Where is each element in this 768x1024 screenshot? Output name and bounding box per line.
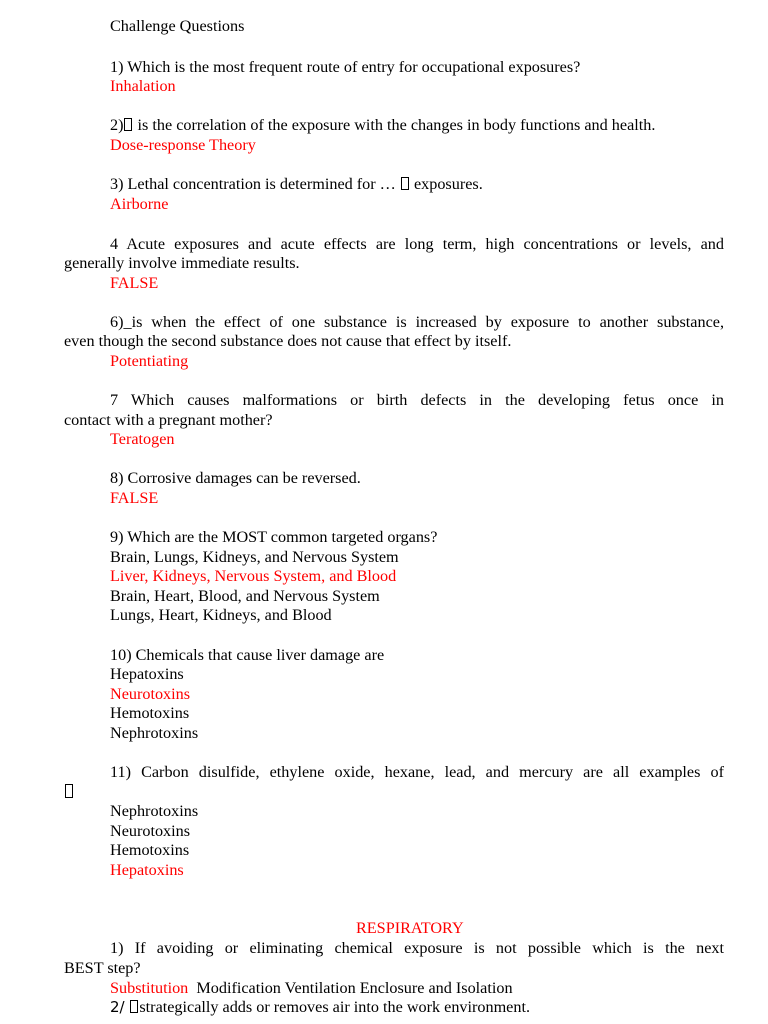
question-3-text: 3) Lethal concentration is determined for … — [110, 175, 400, 193]
question-1: 1) Which is the most frequent route of entry for occupational exposures? — [110, 58, 581, 76]
answer-1: Inhalation — [110, 77, 176, 95]
option-11-b: Neurotoxins — [110, 822, 191, 840]
option-11-a: Nephrotoxins — [110, 802, 199, 820]
option-9-a: Brain, Lungs, Kidneys, and Nervous System — [110, 548, 399, 566]
question-7-line-2: contact with a pregnant mother? — [64, 411, 273, 429]
respiratory-question-1-line-2: BEST step? — [64, 959, 141, 977]
respiratory-answer-1: Substitution — [110, 979, 189, 997]
option-9-c: Brain, Heart, Blood, and Nervous System — [110, 587, 380, 605]
question-11-line-1: 11) Carbon disulfide, ethylene oxide, hexane, lead, and mercury are all examples of — [110, 763, 724, 781]
respiratory-other-options: Modification Ventilation Enclosure and Isolation — [188, 979, 513, 997]
question-3 — [110, 174, 483, 194]
question-2 — [110, 115, 655, 135]
answer-6: Potentiating — [110, 352, 189, 370]
question-11-line-2 — [64, 782, 74, 802]
missing-glyph-box — [401, 177, 409, 190]
question-4-line-1: 4 Acute exposures and acute effects are long term, high concentrations or levels, and — [110, 235, 724, 253]
missing-glyph-box — [130, 1000, 138, 1013]
answer-4: FALSE — [110, 274, 159, 292]
respiratory-question-2-text: strategically adds or removes air into the work environment. — [139, 998, 531, 1016]
option-10-c: Hemotoxins — [110, 704, 190, 722]
respiratory-answer-line — [110, 978, 513, 998]
respiratory-question-2-prefix: 2/ — [110, 998, 130, 1016]
option-10-a: Hepatoxins — [110, 665, 184, 683]
question-9: 9) Which are the MOST common targeted organs? — [110, 528, 438, 546]
question-6-line-2: even though the second substance does not cause that effect by itself. — [64, 332, 512, 350]
page-title: Challenge Questions — [110, 17, 245, 35]
option-9-b-correct: Liver, Kidneys, Nervous System, and Blood — [110, 567, 397, 585]
missing-glyph-box — [65, 784, 73, 798]
answer-3: Airborne — [110, 195, 169, 213]
question-8: 8) Corrosive damages can be reversed. — [110, 469, 361, 487]
answer-7: Teratogen — [110, 430, 175, 448]
option-10-b-correct: Neurotoxins — [110, 685, 191, 703]
missing-glyph-box — [124, 118, 132, 131]
respiratory-question-1-line-1: 1) If avoiding or eliminating chemical exposure is not possible which is the next — [110, 939, 724, 957]
respiratory-question-2 — [110, 997, 530, 1017]
question-6-line-1: 6)_is when the effect of one substance is increased by exposure to another substance, — [110, 313, 724, 331]
question-4-line-2: generally involve immediate results. — [64, 254, 300, 272]
question-10: 10) Chemicals that cause liver damage are — [110, 646, 385, 664]
option-10-d: Nephrotoxins — [110, 724, 199, 742]
option-9-d: Lungs, Heart, Kidneys, and Blood — [110, 606, 332, 624]
question-7-line-1: 7 Which causes malformations or birth defects in the developing fetus once in — [110, 391, 724, 409]
answer-2: Dose-response Theory — [110, 136, 256, 154]
answer-8: FALSE — [110, 489, 159, 507]
option-11-d-correct: Hepatoxins — [110, 861, 184, 879]
question-3-suffix: exposures. — [409, 175, 483, 193]
question-2-prefix: 2) — [110, 116, 124, 134]
option-11-c: Hemotoxins — [110, 841, 190, 859]
question-2-text: is the correlation of the exposure with the changes in body functions and health. — [133, 116, 656, 134]
section-heading-respiratory: RESPIRATORY — [356, 919, 464, 937]
